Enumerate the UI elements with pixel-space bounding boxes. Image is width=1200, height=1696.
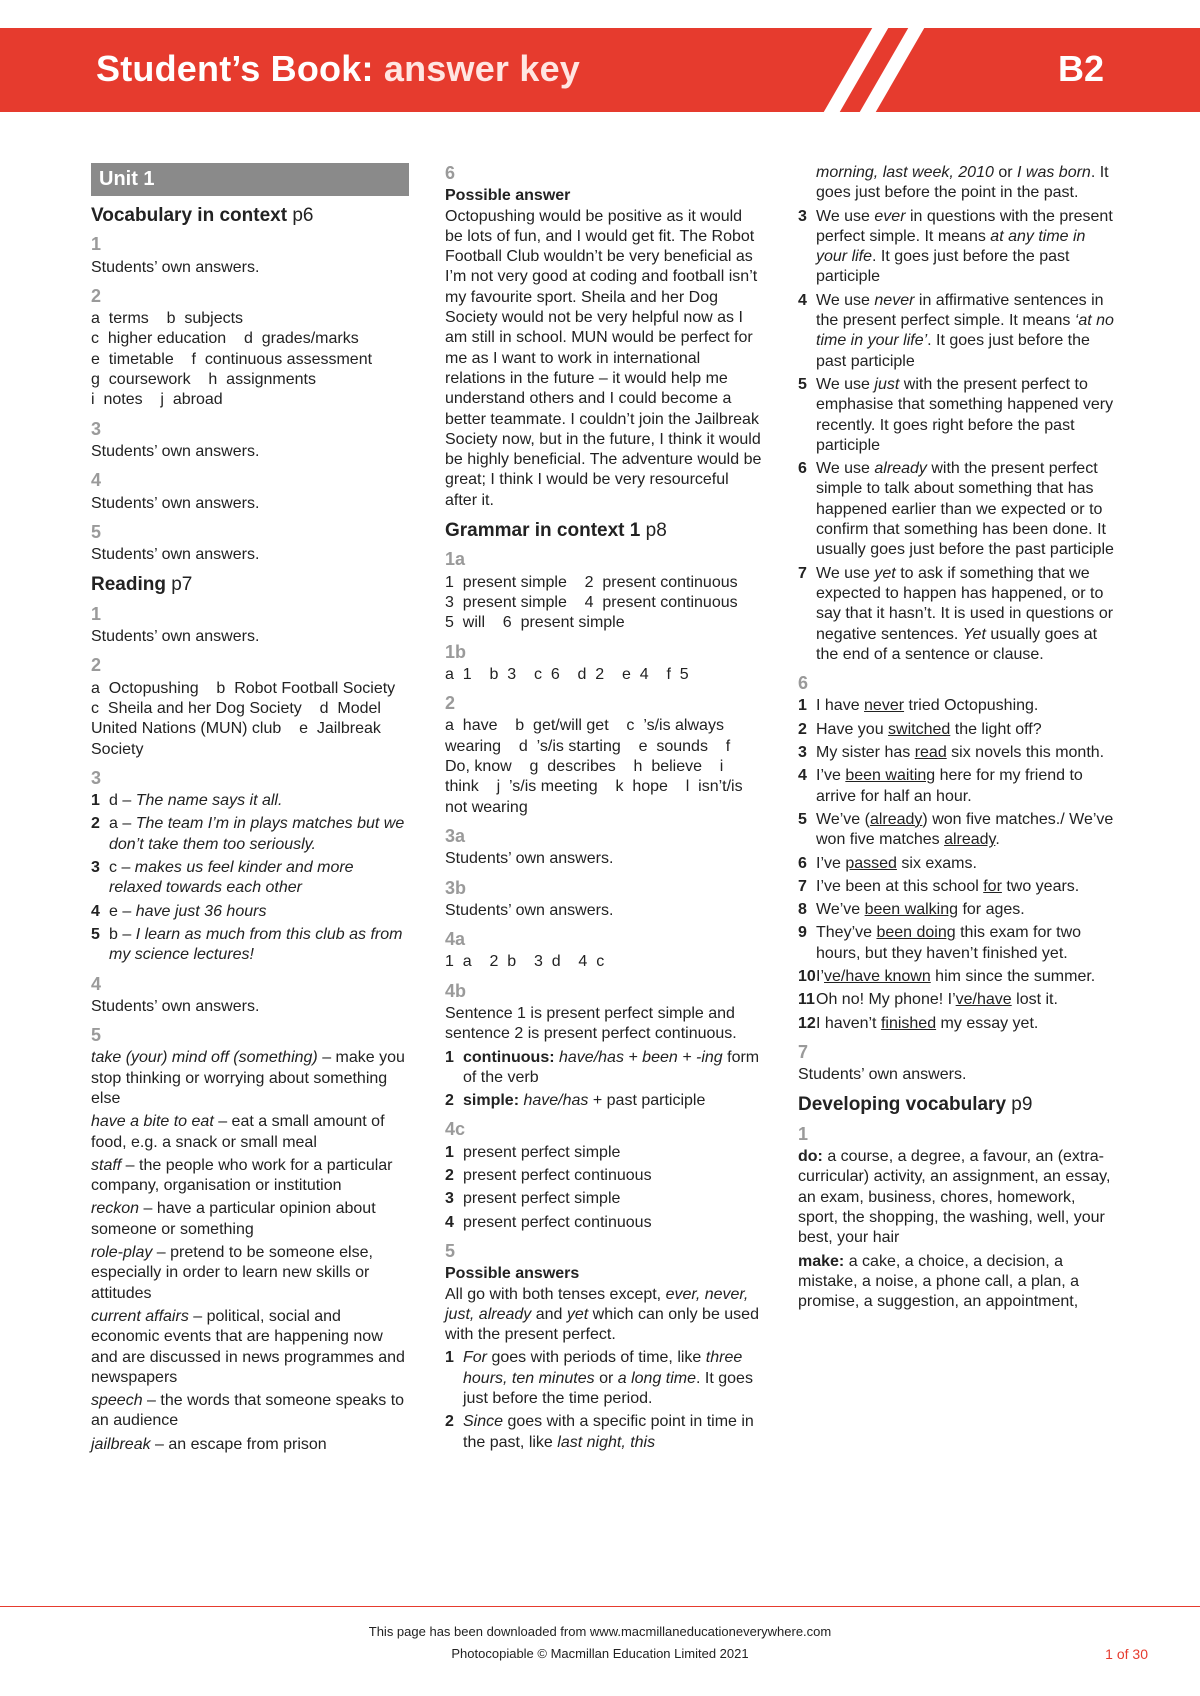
column-2 (445, 163, 763, 1456)
answer-line: c higher education d grades/marks (91, 330, 359, 348)
exercise-number: 1a (445, 549, 466, 570)
list-item: 3 My sister has read six novels this month. (798, 744, 1105, 762)
answer-text: Students’ own answers. (91, 628, 260, 646)
list-item: 5 We’ve (already) won five matches./ We’ve won five matches already. (798, 810, 1114, 849)
list-item: 1 For goes with periods of time, like three hours, ten minutes or a long time. It goes just before the time period. (445, 1349, 753, 1408)
level-badge: B2 (1057, 48, 1104, 89)
definition: role-play – pretend to be someone else, especially in order to learn new skills or attitudes (91, 1244, 373, 1302)
list-item: 4 I’ve been waiting here for my friend to arrive for half an hour. (798, 767, 1083, 805)
list-item: 1 I have never tried Octopushing. (798, 697, 1039, 715)
footer-download-note: This page has been downloaded from www.macmillaneducationeverywhere.com (368, 1624, 832, 1639)
definition: current affairs – political, social and economic events that are happening now and are discussed in news programmes and newspapers (91, 1307, 405, 1386)
list-item: 2 present perfect continuous (445, 1167, 652, 1185)
answer-text: 1 present simple 2 present continuous 3 present simple 4 present continuous 5 will 6 present simple (445, 573, 756, 632)
exercise-number: 7 (798, 1041, 809, 1062)
list-item: 8 We’ve been walking for ages. (798, 901, 1025, 919)
list-item: 12 I haven’t finished my essay yet. (798, 1014, 1039, 1032)
list-item: 10 I’ve/have known him since the summer. (798, 967, 1096, 985)
exercise-number: 3a (445, 825, 466, 846)
list-item: 3 present perfect simple (445, 1190, 621, 1208)
definition: speech – the words that someone speaks to an audience (91, 1392, 405, 1430)
answer-list (798, 696, 1116, 1033)
exercise-number: 5 (91, 1025, 102, 1046)
answer-text: Students’ own answers. (445, 901, 614, 919)
exercise-number: 3 (91, 418, 102, 439)
exercise-number: 4 (91, 973, 102, 994)
list-item: 3 c – makes us feel kinder and more relaxed towards each other (91, 859, 354, 897)
list-item: 5 We use just with the present perfect to emphasise that something happened very recently. It goes right before the past participle (798, 375, 1114, 454)
subheading: Possible answers (445, 1265, 580, 1283)
list-item: 5 b – I learn as much from this club as from my science lectures! (91, 925, 403, 964)
exercise-number: 1b (445, 641, 467, 662)
answer-list (445, 1048, 763, 1112)
answer-list (445, 1143, 763, 1233)
definition: take (your) mind off (something) – make you stop thinking or worrying about something else (91, 1049, 405, 1107)
answer-text: Students’ own answers. (91, 997, 260, 1015)
exercise-number: 4 (91, 470, 102, 491)
answer-text: Students’ own answers. (91, 442, 260, 460)
exercise-number: 6 (445, 163, 456, 183)
list-item: 2 simple: have/has + past participle (445, 1092, 706, 1110)
answer-text: a Octopushing b Robot Football Society c Sheila and her Dog Society d Model United Nations (MUN) club e Jailbreak Society (91, 679, 413, 758)
section-title: Vocabulary in context p6 (91, 205, 314, 226)
answer-text: Students’ own answers. (91, 494, 260, 512)
section-title: Developing vocabulary p9 (798, 1094, 1033, 1116)
unit-heading: Unit 1 (91, 163, 409, 196)
list-item: 4 present perfect continuous (445, 1213, 652, 1231)
answer-text: a 1 b 3 c 6 d 2 e 4 f 5 (445, 665, 689, 683)
exercise-number: 4c (445, 1119, 466, 1140)
answer-text: Students’ own answers. (91, 546, 260, 564)
answer-text: Sentence 1 is present perfect simple and sentence 2 is present perfect continuous. (445, 1004, 737, 1043)
exercise-number: 5 (445, 1240, 456, 1261)
list-item: 1 d – The name says it all. (91, 792, 283, 810)
exercise-number: 1 (91, 603, 102, 624)
answer-line: a terms b subjects (91, 310, 244, 328)
header-banner (0, 28, 1200, 112)
list-item: 1 present perfect simple (445, 1143, 621, 1161)
list-item: 2 Have you switched the light off? (798, 720, 1042, 738)
list-item: 2 a – The team I’m in plays matches but we don’t take them too seriously. (91, 815, 405, 853)
exercise-number: 2 (91, 285, 102, 306)
answer-list (445, 1348, 763, 1452)
exercise-number: 3 (91, 767, 102, 788)
answer-text: Octopushing would be positive as it would be lots of fun, and I would get fit. The Robot Football Club wouldn’t be very beneficial as I’m not very good at coding and football isn’t my favourite sport. Sheila and her Dog Society would not be very helpful now as I am still in school. MUN would be perfect for me as I want to work in international relations in the future – it would help me understand others and I could become a better teammate. I couldn’t join the Jailbreak Society now, but in the future, I think it would be highly beneficial. The adventure would be great; I think I would be very resourceful after it. (445, 207, 762, 509)
answer-text: a have b get/will get c ’s/is always wearing d ’s/is starting e sounds f Do, know g describes h believe i think j ’s/is meeting k hope l isn’t/is not wearing (445, 717, 748, 816)
section-title: Reading p7 (91, 574, 193, 596)
list-item: 4 We use never in affirmative sentences in the present perfect simple. It means ‘at no time in your life’. It goes just before the past participle (798, 291, 1114, 370)
answer-text: Students’ own answers. (91, 258, 260, 276)
column-1 (91, 163, 413, 1458)
answer-line: i notes j abroad (91, 391, 223, 409)
definition: have a bite to eat – eat a small amount of food, e.g. a snack or small meal (91, 1113, 385, 1151)
exercise-number: 6 (798, 673, 809, 694)
column-3 (798, 163, 1116, 1315)
list-item: 11 Oh no! My phone! I’ve/have lost it. (798, 991, 1058, 1009)
answer-line: e timetable f continuous assessment (91, 350, 373, 368)
footer-divider (0, 1606, 1200, 1607)
exercise-number: 3b (445, 877, 467, 898)
answer-text: 1 a 2 b 3 d 4 c (445, 953, 605, 971)
page-title: Student’s Book: answer key (96, 48, 581, 89)
list-item: 6 I’ve passed six exams. (798, 854, 977, 872)
answer-list (91, 791, 409, 965)
answer-list (798, 163, 1116, 665)
exercise-number: 4b (445, 980, 467, 1001)
exercise-number: 2 (91, 655, 102, 676)
answer-text: Students’ own answers. (798, 1066, 967, 1084)
list-item: 4 e – have just 36 hours (91, 902, 267, 920)
exercise-number: 4a (445, 929, 466, 950)
answer-text: All go with both tenses except, ever, never, just, already and yet which can only be used with the present perfect. (445, 1285, 759, 1344)
exercise-number: 5 (91, 521, 102, 542)
exercise-number: 1 (91, 234, 102, 255)
list-item: 9 They’ve been doing this exam for two hours, but they haven’t finished yet. (798, 924, 1082, 962)
footer-copyright: Photocopiable © Macmillan Education Limited 2021 (451, 1646, 749, 1661)
subheading: Possible answer (445, 187, 571, 205)
section-title: Grammar in context 1 p8 (445, 520, 667, 542)
answer-text: Students’ own answers. (445, 850, 614, 868)
page-number: 1 of 30 (1105, 1646, 1148, 1662)
list-item: 7 We use yet to ask if something that we expected to happen has happened, or to say that it hasn’t. It is used in questions or negative sentences. Yet usually goes at the end of a sentence or clause. (798, 564, 1114, 663)
list-item: morning, last week, 2010 or I was born. It goes just before the point in the past. (816, 164, 1109, 202)
list-item: 1 continuous: have/has + been + -ing form of the verb (445, 1048, 760, 1086)
answer-line: g coursework h assignments (91, 371, 316, 389)
exercise-number: 1 (798, 1123, 809, 1144)
list-item: 6 We use already with the present perfect simple to talk about something that has happened earlier than we expected or to confirm that something has been done. It usually goes just before the past participle (798, 460, 1114, 559)
list-item: 2 Since goes with a specific point in time in the past, like last night, this (445, 1413, 754, 1451)
definition: reckon – have a particular opinion about someone or something (91, 1200, 376, 1238)
list-item: 3 We use ever in questions with the present perfect simple. It means at any time in your life. It goes just before the past participle (798, 207, 1113, 286)
answer-text: do: a course, a degree, a favour, an (extra-curricular) activity, an assignment, an essay, an exam, business, chores, homework, sport, the shopping, the washing, well, your best, your hair (798, 1148, 1111, 1247)
exercise-number: 2 (445, 693, 456, 714)
answer-text: make: a cake, a choice, a decision, a mistake, a noise, a phone call, a plan, a promise, a suggestion, an appointment, (798, 1252, 1080, 1311)
definition: staff – the people who work for a particular company, organisation or institution (91, 1156, 393, 1195)
list-item: 7 I’ve been at this school for two years. (798, 877, 1080, 895)
definition: jailbreak – an escape from prison (91, 1435, 327, 1453)
